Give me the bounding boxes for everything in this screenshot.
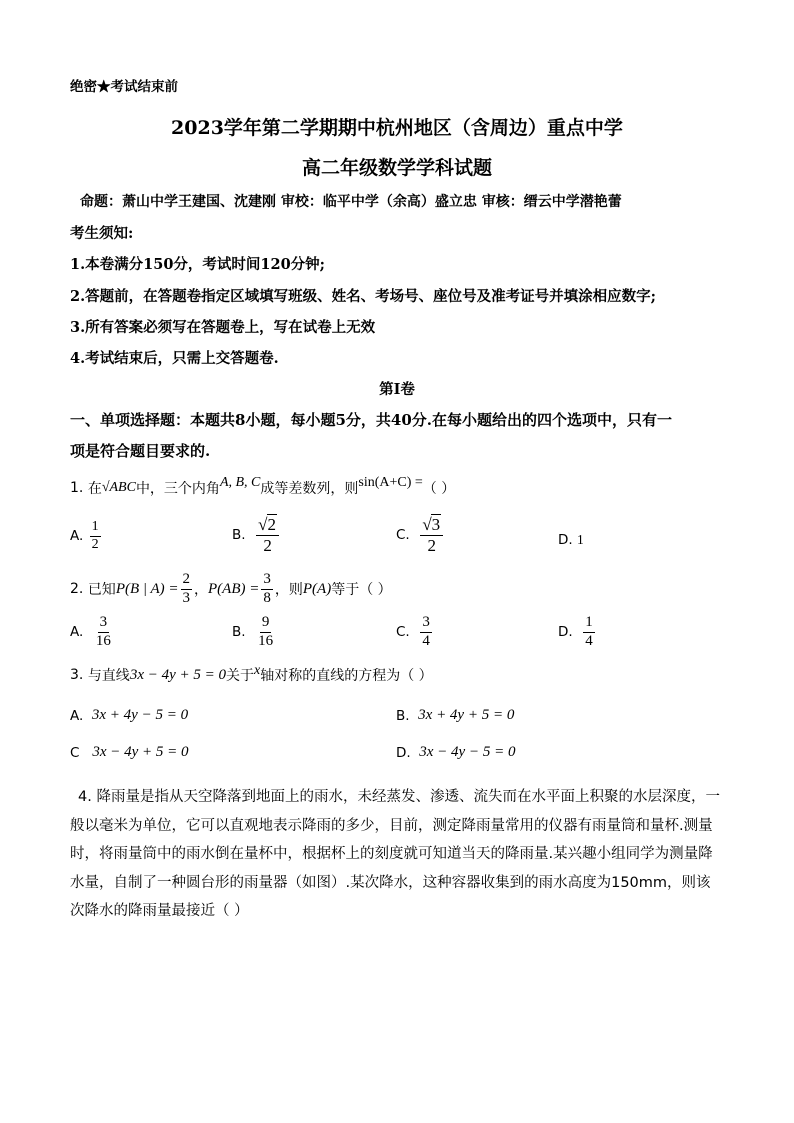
q2-option-d: [558, 615, 597, 650]
q2-prob-2: P(AB) =: [208, 580, 260, 597]
notice-item-2: 2.答题前，在答题卷指定区域填写班级、姓名、考场号、座位号及准考证号并填涂相应数字;: [70, 288, 656, 305]
q2-text-1: 已知: [87, 582, 116, 599]
q1-option-d-label: D.: [558, 532, 573, 548]
q3-option-a-label: A.: [70, 707, 84, 724]
q1-option-b: B. $\frac{√2}{2}$: [232, 516, 281, 555]
notice-item-3: 3.所有答案必须写在答题卷上，写在试卷上无效: [70, 319, 376, 336]
q2-option-a-label: A.: [70, 624, 84, 641]
notice-heading: 考生须知:: [70, 225, 134, 242]
q1-option-a: [70, 520, 103, 552]
q3-equation: 3x − 4y + 5 = 0: [129, 666, 226, 683]
q1-option-c-label: C.: [396, 527, 410, 544]
q3-option-a-equation: 3x + 4y − 5 = 0: [91, 707, 189, 723]
q1-answer-paren: （ ）: [422, 481, 456, 497]
q1-text-1: 在: [87, 481, 102, 497]
q2-option-d-label: D.: [558, 624, 573, 641]
q3-text-2: 关于: [226, 668, 254, 684]
notice-item-1: 1.本卷满分150分，考试时间120分钟;: [70, 256, 326, 273]
q3-option-a: [70, 707, 188, 724]
q2-option-c-den: 4: [422, 632, 430, 649]
q1-text-2: 中，三个内角: [135, 481, 220, 497]
q1-expression: sin(A+C) =: [358, 475, 423, 490]
q3-option-b: [396, 707, 514, 724]
q1-option-d: [558, 532, 584, 548]
question-1: [70, 475, 456, 498]
q2-option-b-num: 9: [260, 615, 272, 633]
q1-option-b-den: 2: [263, 535, 272, 555]
q2-option-d-num: 1: [583, 615, 595, 633]
q1-option-d-value: 1: [576, 532, 584, 547]
q3-x-axis: x: [254, 663, 261, 678]
section-intro-line2: 项是符合题目要求的.: [70, 442, 211, 460]
q2-frac2-den: 8: [263, 589, 271, 606]
q3-option-c-equation: 3x − 4y + 5 = 0: [92, 744, 189, 760]
q2-option-c-label: C.: [396, 624, 410, 641]
q1-option-a-den: 2: [91, 536, 99, 552]
q1-triangle: √ABC: [101, 480, 136, 495]
q3-text-1: 与直线: [87, 668, 130, 684]
q2-text-2: ，则: [274, 582, 303, 599]
question-3: [70, 665, 433, 685]
q3-option-b-equation: 3x + 4y + 5 = 0: [418, 707, 515, 723]
q2-prob-1: P(B | A) =: [115, 580, 179, 597]
q2-prob-3: P(A): [302, 580, 332, 597]
notice-item-4: 4.考试结束后，只需上交答题卷.: [70, 350, 279, 367]
q2-option-b: [232, 615, 277, 650]
q1-option-c-den: 2: [427, 535, 436, 555]
q1-option-c: C. $\frac{√3}{2}$: [396, 516, 445, 555]
q2-frac2-num: 3: [261, 572, 273, 590]
q2-option-b-label: B.: [232, 624, 246, 641]
q2-option-b-den: 16: [258, 632, 274, 649]
authors-line: 命题：萧山中学王建国、沈建刚 审校：临平中学（余高）盛立忠 审核：缙云中学潜艳蕾: [80, 194, 622, 210]
q3-option-d: [396, 744, 515, 761]
question-2: [70, 572, 392, 607]
q1-number: 1.: [70, 480, 84, 496]
q2-option-a: [70, 615, 115, 650]
q2-separator: ，: [194, 582, 209, 599]
q2-option-c-num: 3: [420, 615, 432, 633]
q2-text-3: 等于（ ）: [331, 582, 392, 599]
q3-option-c: [70, 744, 189, 761]
q3-option-c-label: C: [70, 744, 80, 761]
q3-option-d-equation: 3x − 4y − 5 = 0: [419, 744, 516, 760]
exam-subtitle: 高二年级数学学科试题: [301, 157, 492, 179]
q2-option-a-den: 16: [95, 632, 111, 649]
q1-text-3: 成等差数列，则: [260, 481, 359, 497]
q1-option-a-num: 1: [90, 520, 101, 537]
q1-angles: A, B, C: [219, 475, 261, 490]
q3-option-d-label: D.: [396, 744, 411, 761]
q2-option-a-num: 3: [98, 615, 110, 633]
q3-number: 3.: [70, 667, 84, 683]
q1-option-b-num: 2: [267, 515, 276, 534]
q3-option-b-label: B.: [396, 707, 410, 724]
q2-frac1-den: 3: [182, 589, 191, 606]
q2-option-d-den: 4: [585, 632, 593, 649]
secret-label: 绝密★考试结束前: [70, 79, 178, 95]
q1-option-b-label: B.: [232, 527, 246, 544]
q3-text-3: 轴对称的直线的方程为（ ）: [260, 668, 433, 684]
q2-frac1-num: 2: [181, 572, 193, 590]
q2-number: 2.: [70, 581, 84, 598]
q1-option-a-label: A.: [70, 528, 84, 545]
q2-option-c: [396, 615, 434, 650]
section-title: 第I卷: [379, 381, 415, 398]
exam-title: 2023学年第二学期期中杭州地区（含周边）重点中学: [171, 117, 623, 139]
q1-option-c-num: 3: [431, 515, 441, 534]
section-intro-line1: 一、单项选择题：本题共8小题，每小题5分，共40分.在每小题给出的四个选项中，只有一: [70, 411, 672, 429]
question-4: 4. 降雨量是指从天空降落到地面上的雨水，未经蒸发、渗透、流失而在水平面上积聚的水层深度，一般以毫米为单位，它可以直观地表示降雨的多少，目前，测定降雨量常用的仪器有雨量筒和量杯.测量时，将雨量筒中的雨水倒在量杯中，根据杯上的刻度就可知道当天的降雨量.某兴趣小组同学为测量降水量，自制了一种圆台形的雨量器（如图）.某次降水，这种容器收集到的雨水高度为150mm，则该次降水的降雨量最接近（ ）: [70, 789, 720, 919]
